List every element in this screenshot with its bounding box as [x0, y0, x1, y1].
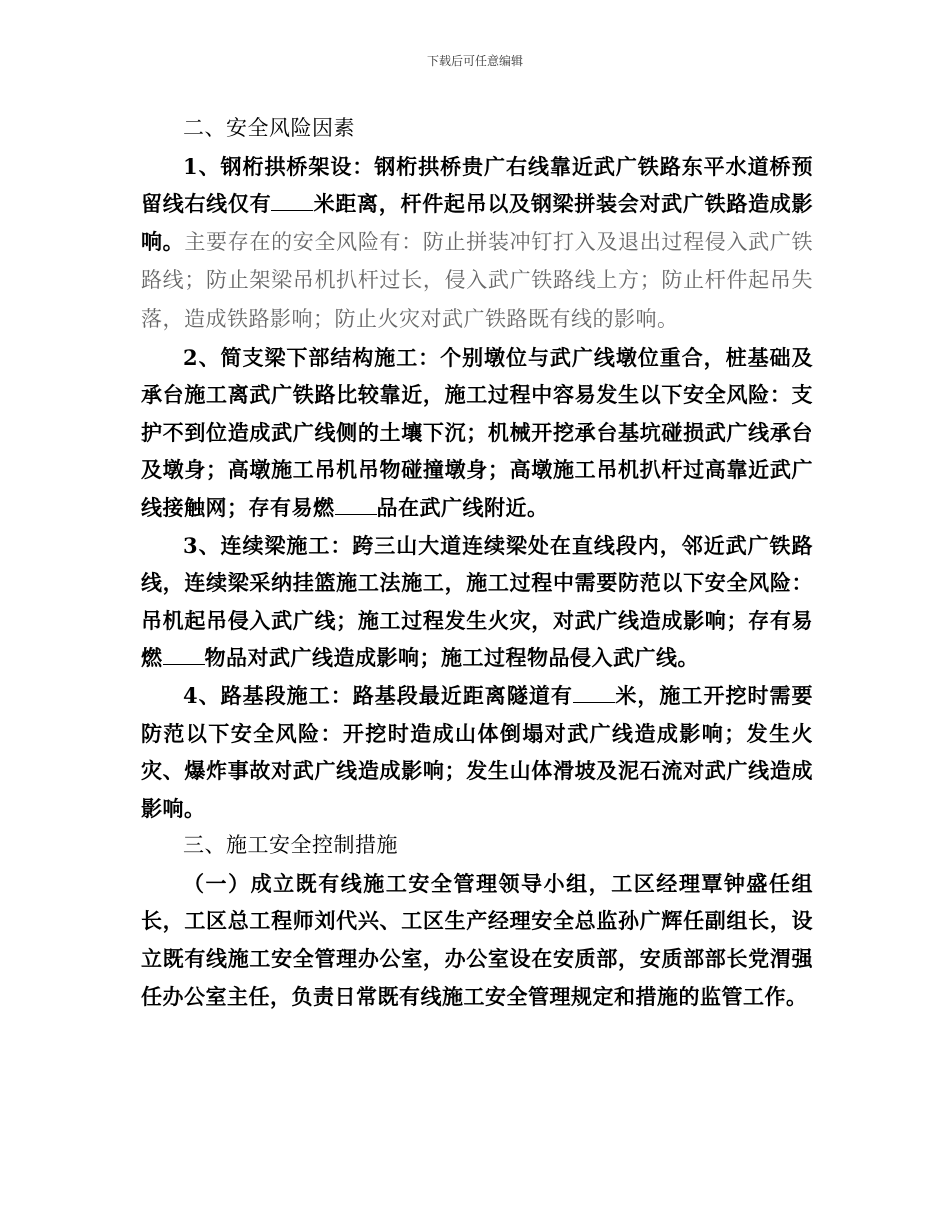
paragraph-4-text-b: 米，施工开挖时需要防范以下安全风险：开挖时造成山体倒塌对武广线造成影响；发生火灾、爆炸事故对武广线造成影响；发生山体滑坡及泥石流对武广线造成影响。 [141, 682, 813, 821]
section-heading-2: 二、安全风险因素 [183, 116, 355, 140]
paragraph-4-text-a: 4、路基段施工：路基段最近距离隧道有 [183, 682, 573, 708]
paragraph-5: （一）成立既有线施工安全管理领导小组，工区经理覃钟盛任组长，工区总工程师刘代兴、工区生产经理安全总监孙广辉任副组长，设立既有线施工安全管理办公室，办公室设在安质部，安质部部长党渭强任办公室主任，负责日常既有线施工安全管理规定和措施的监管工作。 [141, 870, 813, 1009]
paragraph-3-text-b: 物品对武广线造成影响；施工过程物品侵入武广线。 [204, 645, 699, 671]
paragraph-4 [141, 677, 813, 827]
paragraph-2-text-a: 2、简支梁下部结构施工：个别墩位与武广线墩位重合，桩基础及承台施工离武广铁路比较靠近，施工过程中容易发生以下安全风险：支护不到位造成武广线侧的土壤下沉；机械开挖承台基坑碰损武广线承台及墩身；高墩施工吊机吊物碰撞墩身；高墩施工吊机扒杆过高靠近武广线接触网；存有易燃 [141, 344, 813, 520]
paragraph-3-text-a: 3、连续梁施工：跨三山大道连续梁处在直线段内，邻近武广铁路线，连续梁采纳挂篮施工法施工，施工过程中需要防范以下安全风险：吊机起吊侵入武广线；施工过程发生火灾，对武广线造成影响；存有易燃 [141, 532, 813, 671]
page-header: 下载后可任意编辑 [426, 54, 523, 68]
blank-line [335, 496, 377, 515]
section-heading-3: 三、施工安全控制措施 [183, 833, 398, 858]
blank-line [573, 684, 615, 703]
paragraph-2 [141, 339, 813, 527]
paragraph-1-text-b: 米距离，杆件起吊以及钢梁拼装会对武广铁路造成影响。 [141, 191, 814, 254]
paragraph-1-text-a: 1、钢桁拱桥架设：钢桁拱桥贵广右线靠近武广铁路东平水道桥预留线右线仅有 [141, 153, 813, 217]
paragraph-2-text-b: 品在武广线附近。 [376, 494, 549, 520]
paragraph-1-text-c: 主要存在的安全风险有：防止拼装冲钉打入及退出过程侵入武广铁路线；防止架梁吊机扒杆过长，侵入武广铁路线上方；防止杆件起吊失落，造成铁路影响；防止火灾对武广铁路既有线的影响。 [141, 229, 814, 331]
paragraph-1 [141, 148, 813, 339]
blank-line [163, 646, 205, 665]
blank-line [271, 192, 313, 211]
paragraph-3 [141, 527, 813, 677]
document-body [141, 110, 813, 1015]
